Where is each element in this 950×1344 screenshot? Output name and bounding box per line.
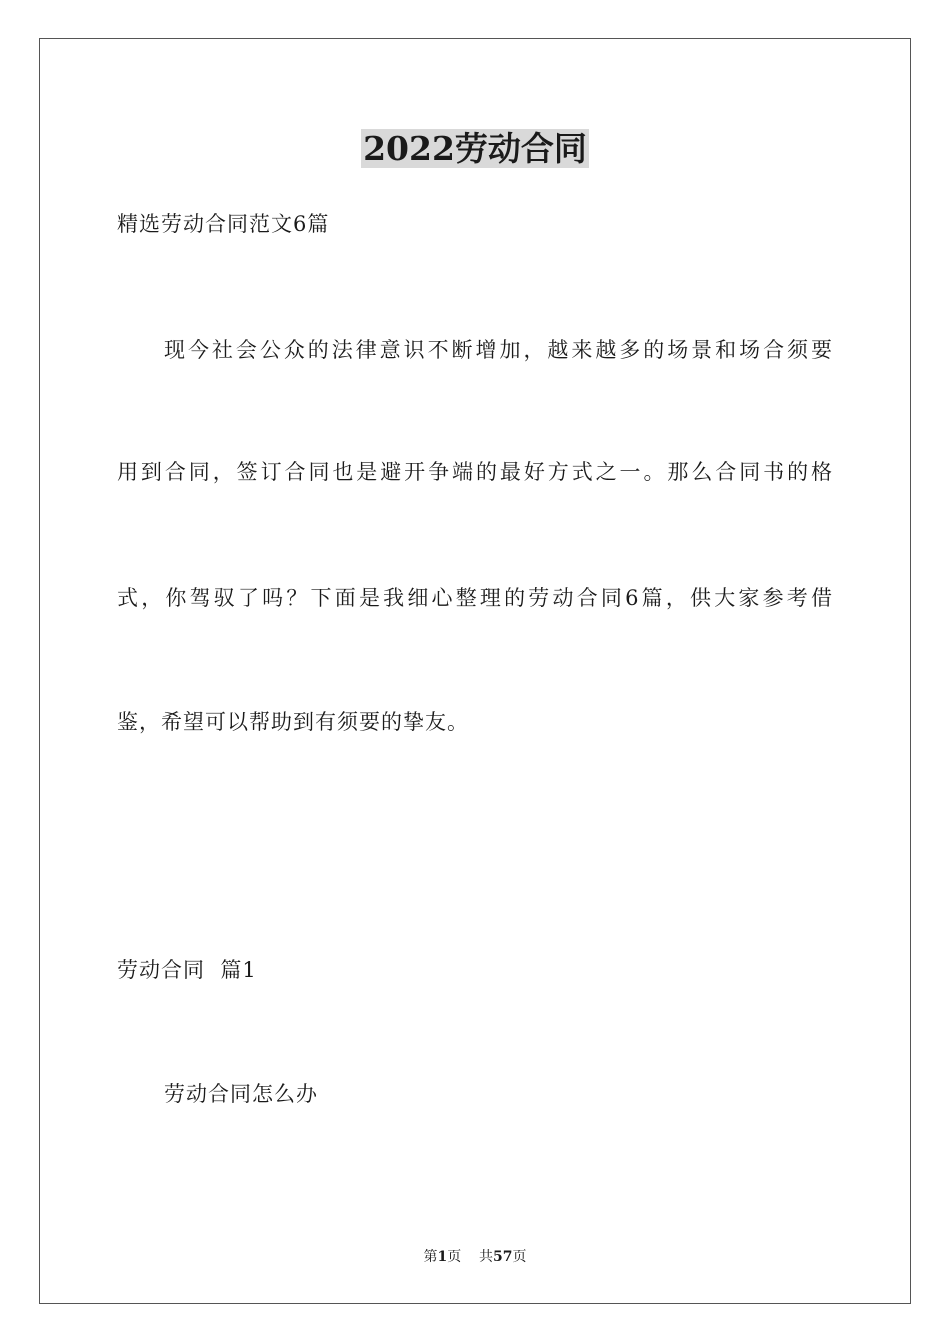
section-subheading: 劳动合同怎么办: [164, 1082, 318, 1106]
footer-page-mid: 页 共: [447, 1249, 494, 1265]
intro-line-3: 式，你驾驭了吗？下面是我细心整理的劳动合同6篇，供大家参考借: [117, 586, 833, 610]
footer-page-current: 1: [437, 1249, 448, 1265]
intro-line-2: 用到合同，签订合同也是避开争端的最好方式之一。那么合同书的格: [117, 460, 833, 484]
section-heading: 劳动合同 篇1: [117, 958, 257, 982]
document-title-text: 2022劳动合同: [363, 129, 587, 168]
document-subtitle: 精选劳动合同范文6篇: [117, 212, 330, 236]
intro-line-1: 现今社会公众的法律意识不断增加，越来越多的场景和场合须要: [164, 338, 833, 362]
footer-page-total: 57: [493, 1249, 513, 1265]
footer-page-prefix: 第: [423, 1249, 438, 1265]
page-footer: [0, 1247, 950, 1267]
intro-line-4: 鉴，希望可以帮助到有须要的挚友。: [117, 710, 469, 734]
document-title: [0, 126, 950, 172]
footer-page-suffix: 页: [512, 1249, 527, 1265]
